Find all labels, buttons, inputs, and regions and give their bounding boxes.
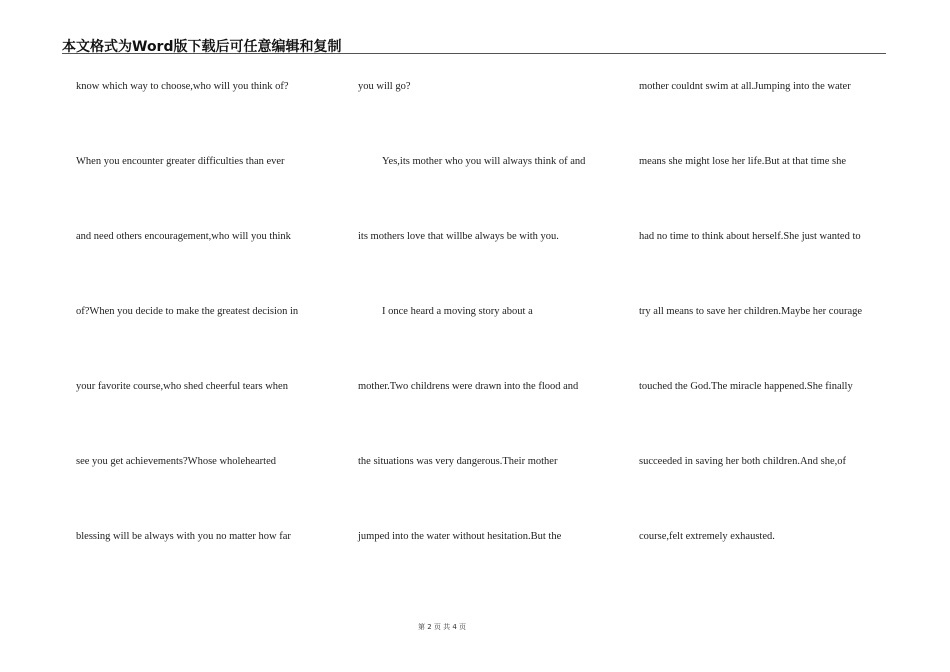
text-line: and need others encouragement,who will you think [76,231,291,242]
text-line: you will go? [358,81,411,92]
text-line: your favorite course,who shed cheerful tears when [76,381,288,392]
text-line: blessing will be always with you no matter how far [76,531,291,542]
text-line: jumped into the water without hesitation.But the [358,531,562,542]
text-line: means she might lose her life.But at that time she [639,156,847,167]
text-line: mother couldnt swim at all.Jumping into the water [639,81,851,92]
text-line: see you get achievements?Whose wholehearted [76,456,276,467]
text-line: course,felt extremely exhausted. [639,531,775,542]
text-line: When you encounter greater difficulties than ever [76,156,285,167]
text-line: had no time to think about herself.She just wanted to [639,231,861,242]
text-line: of?When you decide to make the greatest decision in [76,306,299,317]
text-line: the situations was very dangerous.Their mother [358,456,558,467]
paragraph-start-line: I once heard a moving story about a [382,306,533,317]
text-line: know which way to choose,who will you think of? [76,81,289,92]
header-divider [62,53,886,54]
page-number-footer: 第 2 页 共 4 页 [417,623,467,631]
text-line: its mothers love that willbe always be with you. [358,231,559,242]
paragraph-start-line: Yes,its mother who you will always think of and [382,156,586,167]
text-line: succeeded in saving her both children.And she,of [639,456,847,467]
document-header-title: 本文格式为Word版下载后可任意编辑和复制 [62,39,342,55]
text-line: touched the God.The miracle happened.She finally [639,381,853,392]
text-line: try all means to save her children.Maybe her courage [639,306,863,317]
text-line: mother.Two childrens were drawn into the flood and [358,381,579,392]
